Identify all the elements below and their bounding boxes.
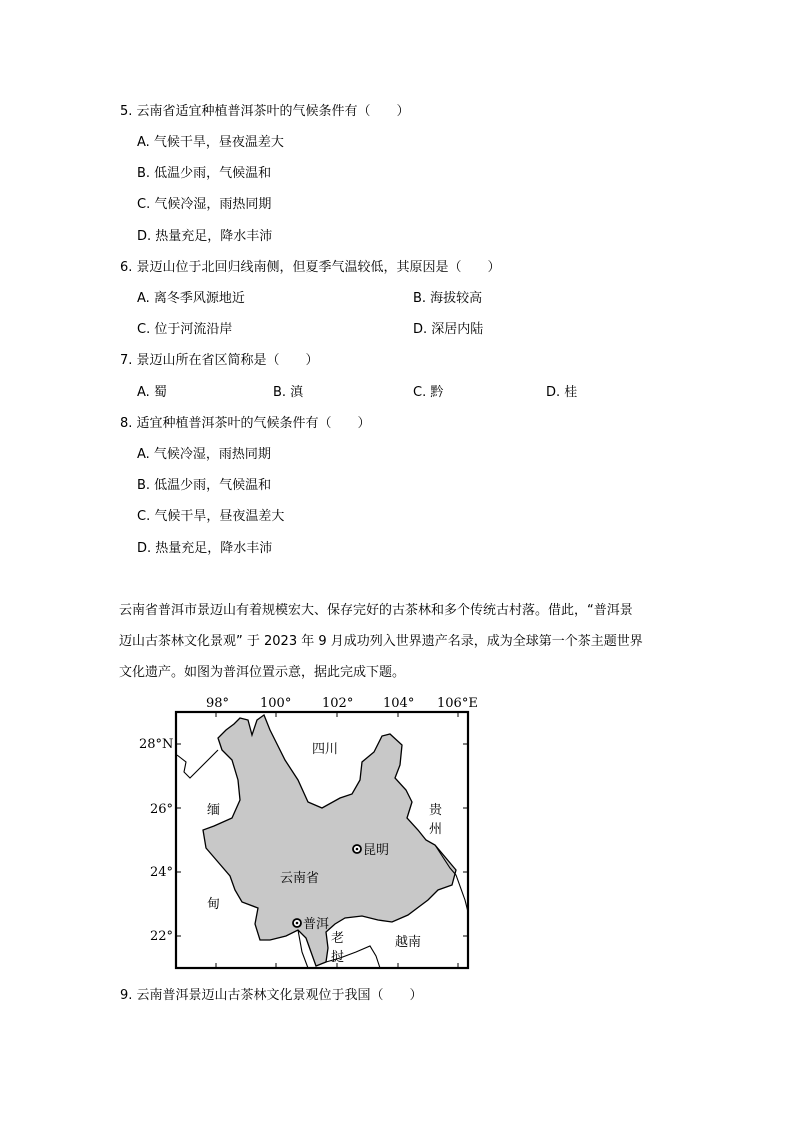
question-7-option-b[interactable]: B. 滇 [273, 385, 304, 400]
label-sichuan: 四川 [312, 742, 339, 757]
passage-line-1: 云南省普洱市景迈山有着规模宏大、保存完好的古茶林和多个传统古村落。借此，“普洱景 [119, 603, 633, 618]
lat-label-28: 28°N [139, 737, 174, 752]
puer-location-map [130, 690, 490, 980]
question-8-option-b[interactable]: B. 低温少雨，气候温和 [137, 478, 272, 493]
question-6-option-c[interactable]: C. 位于河流沿岸 [137, 322, 233, 337]
question-6-option-d[interactable]: D. 深居内陆 [413, 322, 484, 337]
lat-label-26: 26° [150, 802, 174, 817]
label-laos-2: 挝 [331, 950, 345, 965]
label-guizhou-1: 贵 [429, 803, 443, 818]
puer-marker-dot-icon [296, 922, 299, 925]
question-6-option-b[interactable]: B. 海拔较高 [413, 291, 483, 306]
passage-line-3: 文化遗产。如图为普洱位置示意，据此完成下题。 [119, 665, 406, 680]
question-5-option-c[interactable]: C. 气候冷湿，雨热同期 [137, 197, 272, 212]
label-kunming: 昆明 [363, 843, 390, 858]
label-yunnan: 云南省 [280, 871, 320, 886]
question-8-option-c[interactable]: C. 气候干旱，昼夜温差大 [137, 509, 285, 524]
label-guizhou-2: 州 [429, 822, 443, 837]
question-7-stem: 7. 景迈山所在省区简称是（ ） [120, 353, 319, 368]
lon-label-106: 106°E [437, 696, 478, 711]
question-6-option-a[interactable]: A. 离冬季风源地近 [137, 291, 245, 306]
question-9-stem: 9. 云南普洱景迈山古茶林文化景观位于我国（ ） [120, 988, 423, 1003]
question-5-option-b[interactable]: B. 低温少雨，气候温和 [137, 166, 272, 181]
lat-label-24: 24° [150, 865, 174, 880]
question-8-stem: 8. 适宜种植普洱茶叶的气候条件有（ ） [120, 416, 371, 431]
label-myanmar-1: 缅 [207, 803, 221, 818]
lon-label-98: 98° [206, 696, 230, 711]
label-vietnam: 越南 [395, 935, 422, 950]
kunming-marker-dot-icon [356, 848, 359, 851]
question-5-option-d[interactable]: D. 热量充足，降水丰沛 [137, 229, 273, 244]
question-7-option-d[interactable]: D. 桂 [546, 385, 578, 400]
question-8-option-a[interactable]: A. 气候冷湿，雨热同期 [137, 447, 271, 462]
passage-line-2: 迈山古茶林文化景观” 于 2023 年 9 月成功列入世界遗产名录，成为全球第一个茶主题世界 [119, 634, 643, 649]
question-5-option-a[interactable]: A. 气候干旱，昼夜温差大 [137, 135, 284, 150]
question-7-option-c[interactable]: C. 黔 [413, 385, 444, 400]
question-8-option-d[interactable]: D. 热量充足，降水丰沛 [137, 541, 273, 556]
lat-label-22: 22° [150, 929, 174, 944]
border-line-myanmar-north [177, 750, 218, 778]
label-puer: 普洱 [303, 917, 330, 932]
question-5-stem: 5. 云南省适宜种植普洱茶叶的气候条件有（ ） [120, 104, 410, 119]
label-myanmar-2: 甸 [207, 897, 221, 912]
question-7-option-a[interactable]: A. 蜀 [137, 385, 167, 400]
label-laos-1: 老 [331, 931, 345, 946]
lon-label-102: 102° [322, 696, 354, 711]
lon-label-100: 100° [260, 696, 292, 711]
lon-label-104: 104° [383, 696, 415, 711]
question-6-stem: 6. 景迈山位于北回归线南侧，但夏季气温较低，其原因是（ ） [120, 260, 501, 275]
